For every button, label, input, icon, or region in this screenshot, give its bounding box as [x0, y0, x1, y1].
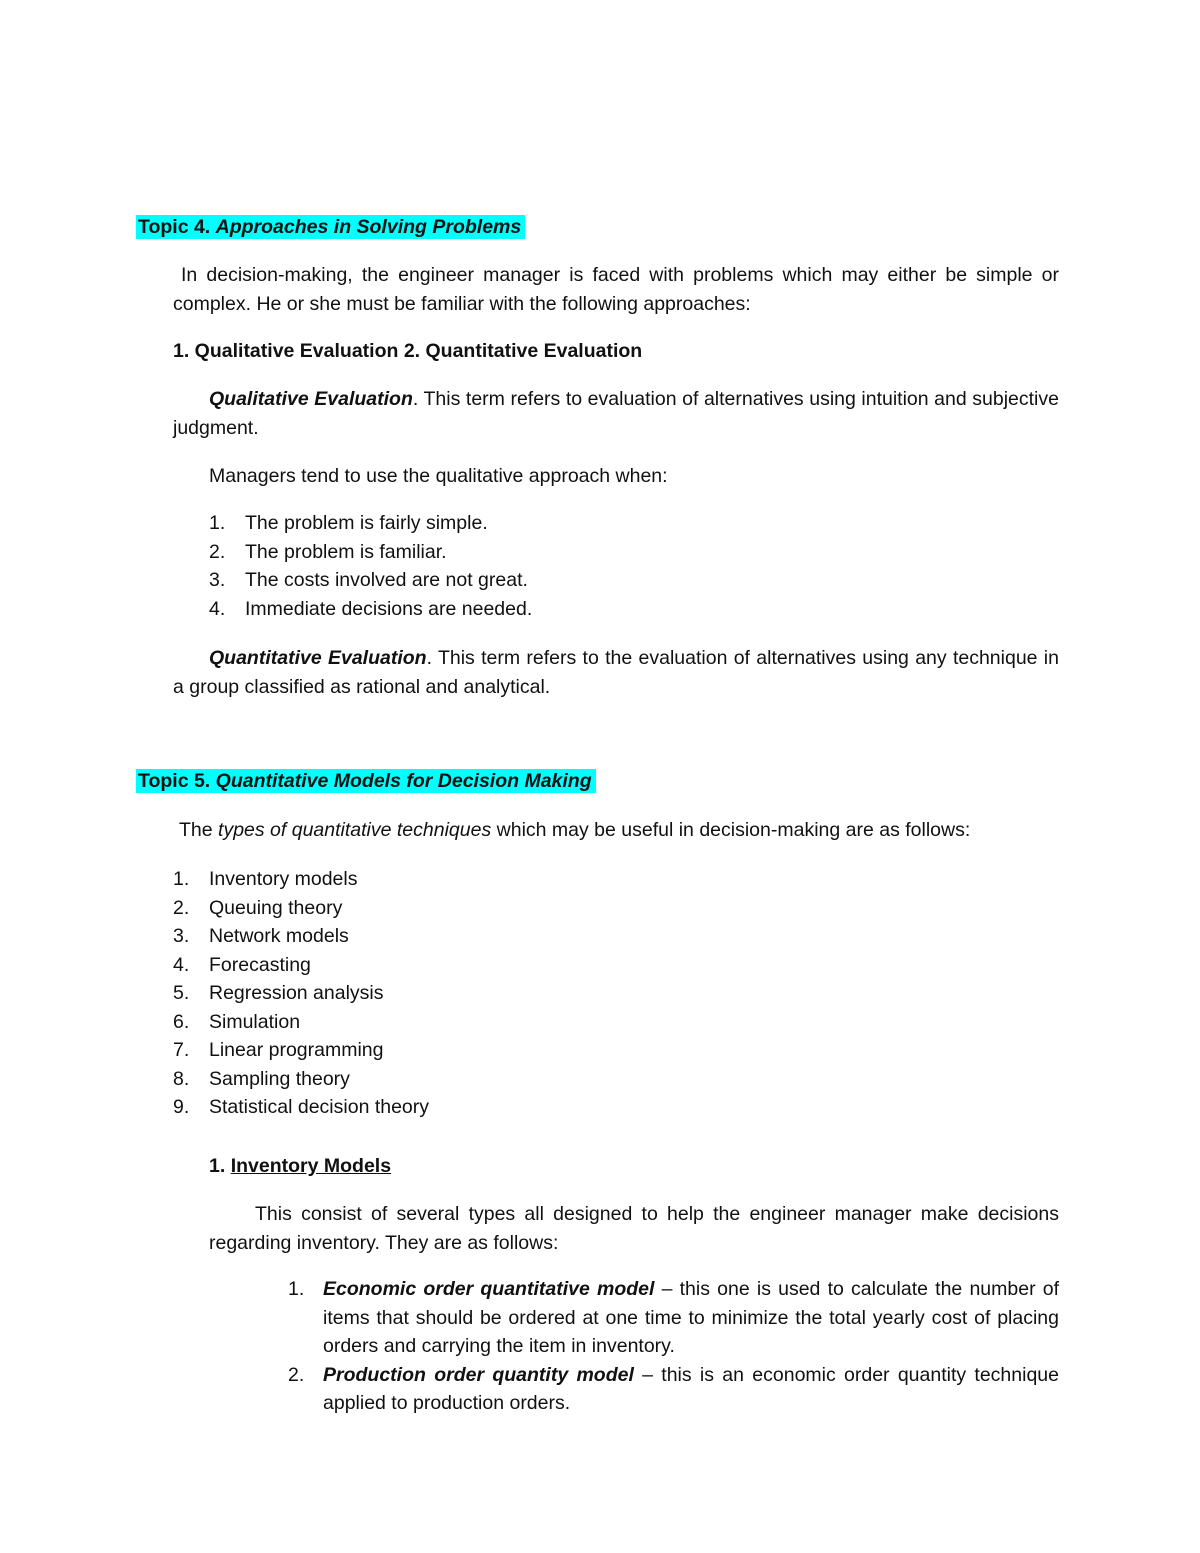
list-item: 1. Inventory models [173, 868, 358, 890]
topic5-intro: The types of quantitative techniques which may be useful in decision-making are as follows: [179, 819, 971, 841]
techniques-list [173, 865, 873, 1122]
topic5-heading [136, 767, 596, 796]
qualitative-term: Qualitative Evaluation [209, 388, 413, 410]
topic4-title: Approaches in Solving Problems [215, 216, 522, 238]
list-item: 4. Immediate decisions are needed. [209, 597, 533, 620]
inventory-intro: This consist of several types all designed to help the engineer manager make decisions regarding inventory. They are as follows: [209, 1203, 1059, 1254]
list-item: 2. Production order quantity model – this is an economic order quantity technique applied to production orders. [288, 1363, 1059, 1414]
list-item: 3. Network models [173, 925, 349, 947]
topic4-heading [136, 213, 525, 242]
inventory-models-list [288, 1275, 1059, 1418]
list-item: 6. Simulation [173, 1010, 301, 1033]
topic5-prefix: Topic 5. [138, 770, 211, 792]
list-item: 8. Sampling theory [173, 1067, 350, 1090]
qualitative-paragraph [173, 385, 1059, 442]
list-item: 4. Forecasting [173, 953, 311, 976]
list-item: 1. The problem is fairly simple. [209, 512, 488, 534]
model-term: Economic order quantitative model [323, 1278, 655, 1300]
list-item: 9. Statistical decision theory [173, 1096, 430, 1118]
topic5-highlight [136, 769, 596, 793]
inventory-heading: 1. Inventory Models [209, 1155, 392, 1177]
topic5-intro-emphasis: types of quantitative techniques [218, 819, 492, 841]
quantitative-text: . This term refers to the evaluation of alternatives using any technique in a group classified as rational and analytical. [173, 647, 1059, 698]
topic4-prefix: Topic 4. [138, 216, 211, 238]
list-item: 2. Queuing theory [173, 896, 343, 919]
qualitative-text: . This term refers to evaluation of alternatives using intuition and subjective judgment. [173, 388, 1059, 439]
topic5-title: Quantitative Models for Decision Making [215, 770, 592, 792]
approaches-line: 1. Qualitative Evaluation 2. Quantitative Evaluation [173, 340, 643, 362]
topic4-intro: In decision-making, the engineer manager is faced with problems which may either be simple or complex. He or she must be familiar with the following approaches: [173, 264, 1059, 315]
conditions-list [209, 509, 909, 623]
list-item: 1. Economic order quantitative model – this one is used to calculate the number of items that should be ordered at one time to minimize the total yearly cost of placing orders and carrying the item in inventory. [288, 1278, 1059, 1357]
managers-line: Managers tend to use the qualitative approach when: [209, 465, 668, 487]
list-item: 5. Regression analysis [173, 982, 384, 1004]
list-item: 2. The problem is familiar. [209, 540, 447, 563]
quantitative-term: Quantitative Evaluation [209, 647, 427, 669]
list-item: 3. The costs involved are not great. [209, 569, 528, 591]
list-item: 7. Linear programming [173, 1039, 384, 1061]
inventory-heading-text: Inventory Models [230, 1155, 392, 1177]
quantitative-paragraph [173, 644, 1059, 701]
model-term: Production order quantity model [323, 1363, 634, 1386]
topic4-highlight [136, 215, 525, 239]
